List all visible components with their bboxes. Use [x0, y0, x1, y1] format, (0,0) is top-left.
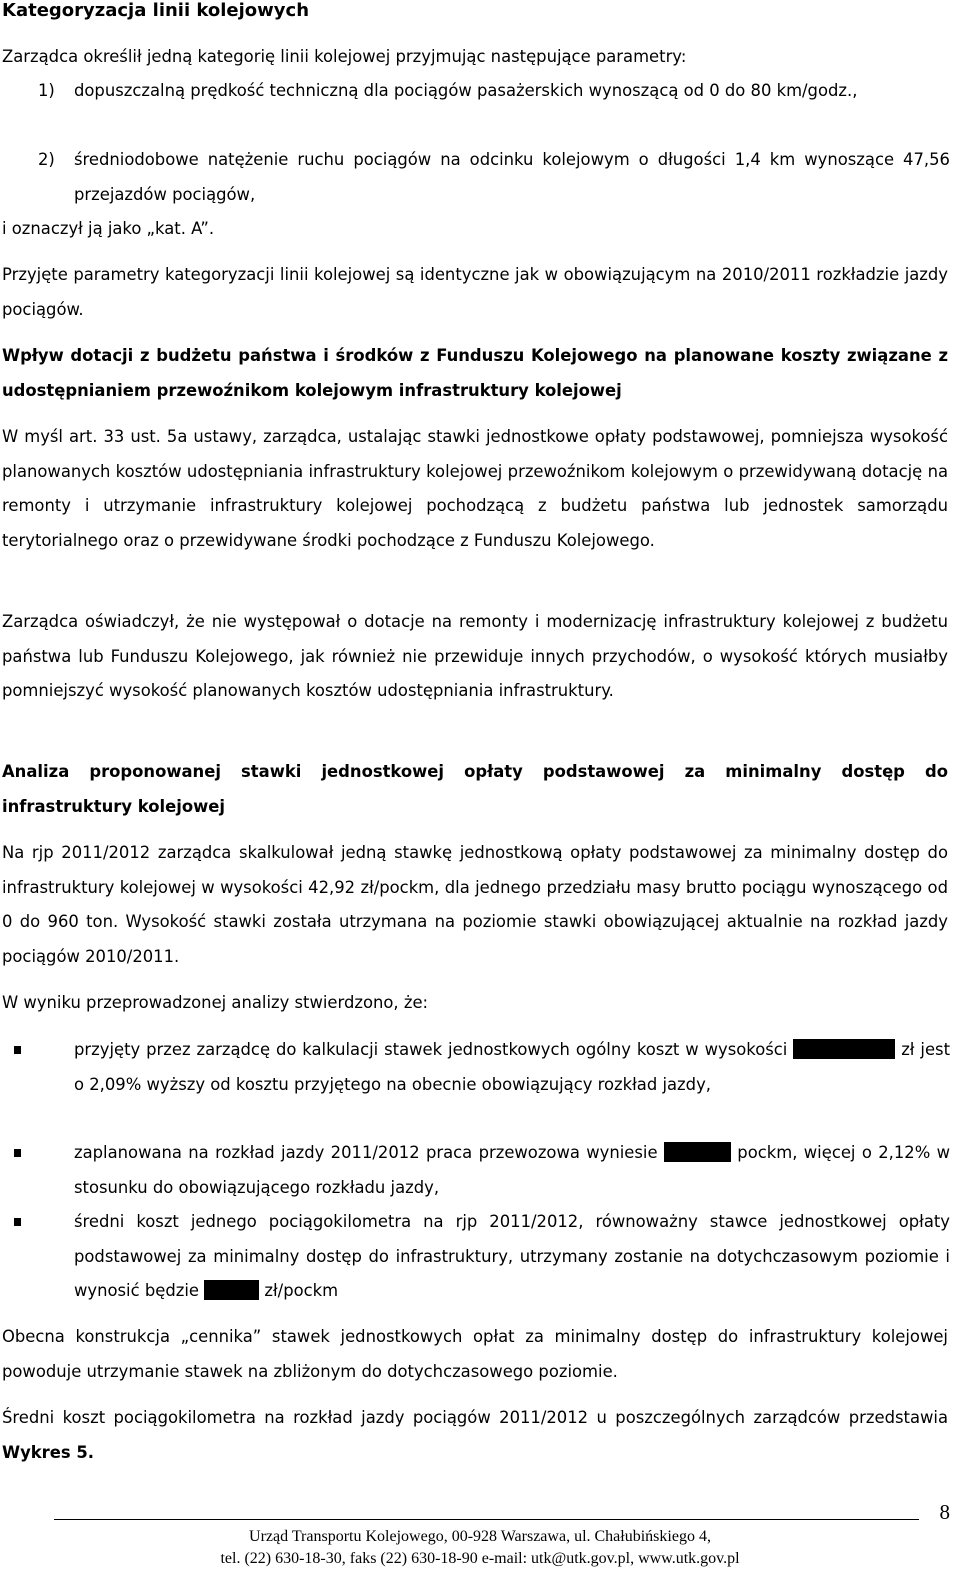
param-item-1 [38, 74, 950, 109]
bullet-text: zł/pockm [264, 1281, 339, 1300]
chart-reference-paragraph [2, 1401, 948, 1470]
param-text: średniodobowe natężenie ruchu pociągów na odcinku kolejowym o długości 1,4 km wynoszące 47,56 przejazdów pociągów, [74, 150, 950, 204]
bullet-square-icon [14, 1218, 21, 1226]
analysis-heading: Analiza proponowanej stawki jednostkowej opłaty podstawowej za minimalny dostęp do infrastruktury kolejowej [2, 762, 948, 816]
chart-reference-link: Wykres 5. [2, 1442, 94, 1462]
rjp-paragraph: Na rjp 2011/2012 zarządca skalkulował jedną stawkę jednostkową opłaty podstawowej za minimalny dostęp do infrastruktury kolejowej w wysokości 42,92 zł/pockm, dla jednego przedziału masy brutto pociągu wynoszącego od 0 do 960 ton. Wysokość stawki została utrzymana na poziomie stawki obowiązującej aktualnie na rozkład jazdy pociągów 2010/2011. [2, 843, 948, 966]
redacted-value [664, 1142, 731, 1162]
bullet-text: zaplanowana na rozkład jazdy 2011/2012 praca przewozowa wyniesie [74, 1143, 658, 1162]
bullet-text: zł jest o 2,09% wyższy od kosztu przyjętego na obecnie obowiązujący rozkład jazdy, [74, 1040, 950, 1094]
param-number: 2) [38, 150, 55, 169]
params-identical-paragraph: Przyjęte parametry kategoryzacji linii kolejowej są identyczne jak w obowiązującym na 2010/2011 rozkładzie jazdy pociągów. [2, 265, 948, 319]
section-title: Kategoryzacja linii kolejowych [2, 0, 310, 21]
param-number: 1) [38, 81, 55, 100]
bullet-square-icon [14, 1046, 21, 1054]
bullet-item-1 [74, 1033, 950, 1102]
cennik-paragraph: Obecna konstrukcja „cennika” stawek jednostkowych opłat za minimalny dostęp do infrastruktury kolejowej powoduje utrzymanie stawek na zbliżonym do dotychczasowego poziomie. [2, 1327, 948, 1381]
bullet-item-3 [74, 1205, 950, 1309]
bullet-item-2 [74, 1136, 950, 1205]
redacted-value [204, 1280, 259, 1300]
bullet-square-icon [14, 1149, 21, 1157]
param-item-2 [38, 143, 950, 212]
art33-paragraph: W myśl art. 33 ust. 5a ustawy, zarządca, ustalając stawki jednostkowe opłaty podstawowej, pomniejsza wysokość planowanych kosztów udostępniania infrastruktury kolejowej przewoźnikom kolejowym o przewidywaną dotację na remonty i utrzymanie infrastruktury kolejowej pochodzącą z budżetu państwa lub jednostek samorządu terytorialnego oraz o przewidywane środki pochodzące z Funduszu Kolejowego. [2, 427, 948, 550]
footer-address: Urząd Transportu Kolejowego, 00-928 Warszawa, ul. Chałubińskiego 4, [249, 1528, 711, 1545]
subsidy-heading: Wpływ dotacji z budżetu państwa i środków z Funduszu Kolejowego na planowane koszty związane z udostępnianiem przewoźnikom kolejowym infrastruktury kolejowej [2, 346, 948, 400]
bullet-text: więcej o 2,12% w stosunku do obowiązującego rozkładu jazdy, [74, 1143, 951, 1197]
redacted-value [793, 1039, 895, 1059]
chart-reference-text: Średni koszt pociągokilometra na rozkład jazdy pociągów 2011/2012 u poszczególnych zarządców przedstawia [2, 1408, 948, 1427]
result-paragraph: W wyniku przeprowadzonej analizy stwierdzono, że: [2, 993, 429, 1012]
declared-paragraph: Zarządca oświadczył, że nie występował o dotacje na remonty i modernizację infrastruktury kolejowej z budżetu państwa lub Funduszu Kolejowego, jak również nie przewiduje innych przychodów, o wysokość których musiałby pomniejszyć wysokość planowanych kosztów udostępniania infrastruktury. [2, 612, 948, 700]
footer-contact: tel. (22) 630-18-30, faks (22) 630-18-90 e-mail: utk@utk.gov.pl, www.utk.gov.pl [220, 1550, 740, 1567]
page-number: 8 [939, 1500, 950, 1524]
param-text: dopuszczalną prędkość techniczną dla pociągów pasażerskich wynoszącą od 0 do 80 km/godz., [74, 81, 858, 100]
bullet-text: średni koszt jednego pociągokilometra na rjp 2011/2012, równoważny stawce jednostkowej opłaty podstawowej za minimalny dostęp do infrastruktury, utrzymany zostanie na dotychczasowym poziomie i wynosić będzie [74, 1212, 950, 1300]
intro-paragraph: Zarządca określił jedną kategorię linii kolejowej przyjmując następujące parametry: [2, 47, 687, 66]
bullet-text: pockm, [737, 1143, 798, 1162]
designation-text: i oznaczył ją jako „kat. A”. [2, 219, 215, 238]
footer-divider [54, 1519, 919, 1520]
bullet-text: przyjęty przez zarządcę do kalkulacji stawek jednostkowych ogólny koszt w wysokości [74, 1040, 788, 1059]
